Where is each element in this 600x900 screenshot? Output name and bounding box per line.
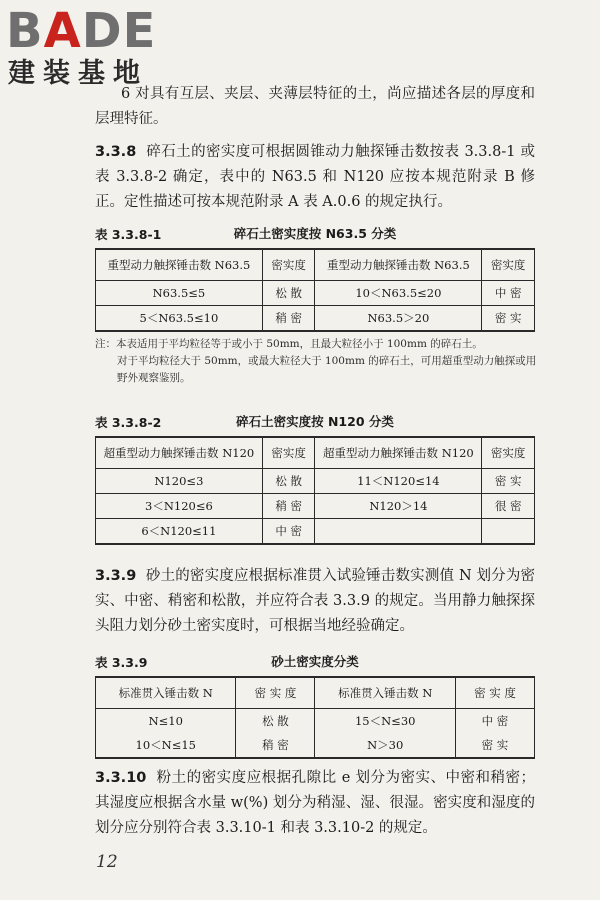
table-number: 表 3.3.8-2: [95, 415, 162, 430]
table-row: [96, 519, 535, 545]
note-line: 注：本表适用于平均粒径等于或小于 50mm，且最大粒径小于 100mm 的碎石土。: [95, 338, 483, 350]
header-cell: 密 实 度: [236, 677, 315, 709]
section-text: 碎石土的密实度可根据圆锥动力触探锤击数按表 3.3.8-1 或表 3.3.8-2 确定，表中的 N63.5 和 N120 应按本规范附录 B 修正。定性描述可按本规范附录 A 表 A.0.6 的规定执行。: [95, 144, 535, 210]
section-3-3-10: [95, 766, 535, 841]
table-cell: 密 实: [482, 469, 535, 494]
table-header-row: [96, 437, 535, 469]
header-cell: 超重型动力触探锤击数 N120: [315, 437, 482, 469]
table-cell: 松 散: [236, 709, 315, 734]
header-cell: 超重型动力触探锤击数 N120: [96, 437, 263, 469]
table-title: 碎石土密实度按 N120 分类: [236, 414, 394, 429]
table-title: 碎石土密实度按 N63.5 分类: [233, 226, 397, 241]
table-caption: [95, 222, 535, 244]
table-caption: [95, 410, 535, 432]
table-note: [95, 336, 540, 387]
section-3-3-9: [95, 564, 535, 639]
table-cell: N＞30: [315, 733, 455, 758]
table-cell: 3＜N120≤6: [96, 494, 263, 519]
table-number: 表 3.3.8-1: [95, 227, 162, 242]
table-3-3-9: [95, 676, 535, 759]
table-row: [96, 281, 535, 306]
page-number: 12: [96, 852, 118, 872]
table-3-3-8-1: [95, 248, 535, 332]
table-cell: N120≤3: [96, 469, 263, 494]
table-cell: 中 密: [482, 281, 535, 306]
table-cell: 稍 密: [236, 733, 315, 758]
table-cell: N63.5≤5: [96, 281, 263, 306]
table-cell: 中 密: [455, 709, 534, 734]
header-cell: 标准贯入锤击数 N: [96, 677, 236, 709]
table-cell: N≤10: [96, 709, 236, 734]
section-number: 3.3.9: [95, 568, 137, 584]
table-row: [96, 733, 535, 758]
table-cell: [315, 519, 482, 545]
header-cell: 密实度: [262, 249, 315, 281]
table-number: 表 3.3.9: [95, 655, 148, 670]
table-cell: 很 密: [482, 494, 535, 519]
table-cell: 中 密: [262, 519, 315, 545]
header-cell: 密实度: [482, 249, 535, 281]
table-caption: [95, 650, 535, 672]
table-row: [96, 306, 535, 332]
section-number: 3.3.10: [95, 770, 147, 786]
table-cell: 松 散: [262, 469, 315, 494]
section-number: 3.3.8: [95, 144, 137, 160]
table-cell: 密 实: [455, 733, 534, 758]
table-cell: 稍 密: [262, 306, 315, 332]
section-text: 粉土的密实度应根据孔隙比 e 划分为密实、中密和稍密；其湿度应根据含水量 w(%) 划分为稍湿、湿、很湿。密实度和湿度的划分应分别符合表 3.3.10-1 和表 3.3.10-2 的规定。: [95, 770, 535, 836]
note-line: 对于平均粒径大于 50mm，或最大粒径大于 100mm 的碎石土，可用超重型动力触探或用野外观察鉴别。: [117, 355, 537, 384]
table-cell: 稍 密: [262, 494, 315, 519]
header-cell: 密实度: [482, 437, 535, 469]
header-cell: 重型动力触探锤击数 N63.5: [315, 249, 482, 281]
table-cell: 10＜N63.5≤20: [315, 281, 482, 306]
header-cell: 标准贯入锤击数 N: [315, 677, 455, 709]
table-cell: 15＜N≤30: [315, 709, 455, 734]
item-6-paragraph: 6 对具有互层、夹层、夹薄层特征的土，尚应描述各层的厚度和层理特征。: [95, 86, 535, 127]
header-cell: 密实度: [262, 437, 315, 469]
section-3-3-8: [95, 140, 535, 215]
table-cell: 5＜N63.5≤10: [96, 306, 263, 332]
logo-wordmark: BADE: [6, 3, 157, 59]
table-cell: 密 实: [482, 306, 535, 332]
table-row: [96, 709, 535, 734]
table-row: [96, 494, 535, 519]
header-cell: 密 实 度: [455, 677, 534, 709]
table-cell: 松 散: [262, 281, 315, 306]
table-row: [96, 469, 535, 494]
table-cell: [482, 519, 535, 545]
table-cell: 10＜N≤15: [96, 733, 236, 758]
table-header-row: [96, 677, 535, 709]
section-text: 砂土的密实度应根据标准贯入试验锤击数实测值 N 划分为密实、中密、稍密和松散，并应符合表 3.3.9 的规定。当用静力触探探头阻力划分砂土密实度时，可根据当地经验确定。: [95, 568, 536, 634]
header-cell: 重型动力触探锤击数 N63.5: [96, 249, 263, 281]
table-cell: N120＞14: [315, 494, 482, 519]
logo-subtitle: 建装基地: [8, 58, 148, 89]
table-header-row: [96, 249, 535, 281]
table-cell: N63.5＞20: [315, 306, 482, 332]
table-cell: 6＜N120≤11: [96, 519, 263, 545]
table-cell: 11＜N120≤14: [315, 469, 482, 494]
table-3-3-8-2: [95, 436, 535, 545]
table-title: 砂土密实度分类: [271, 654, 359, 669]
